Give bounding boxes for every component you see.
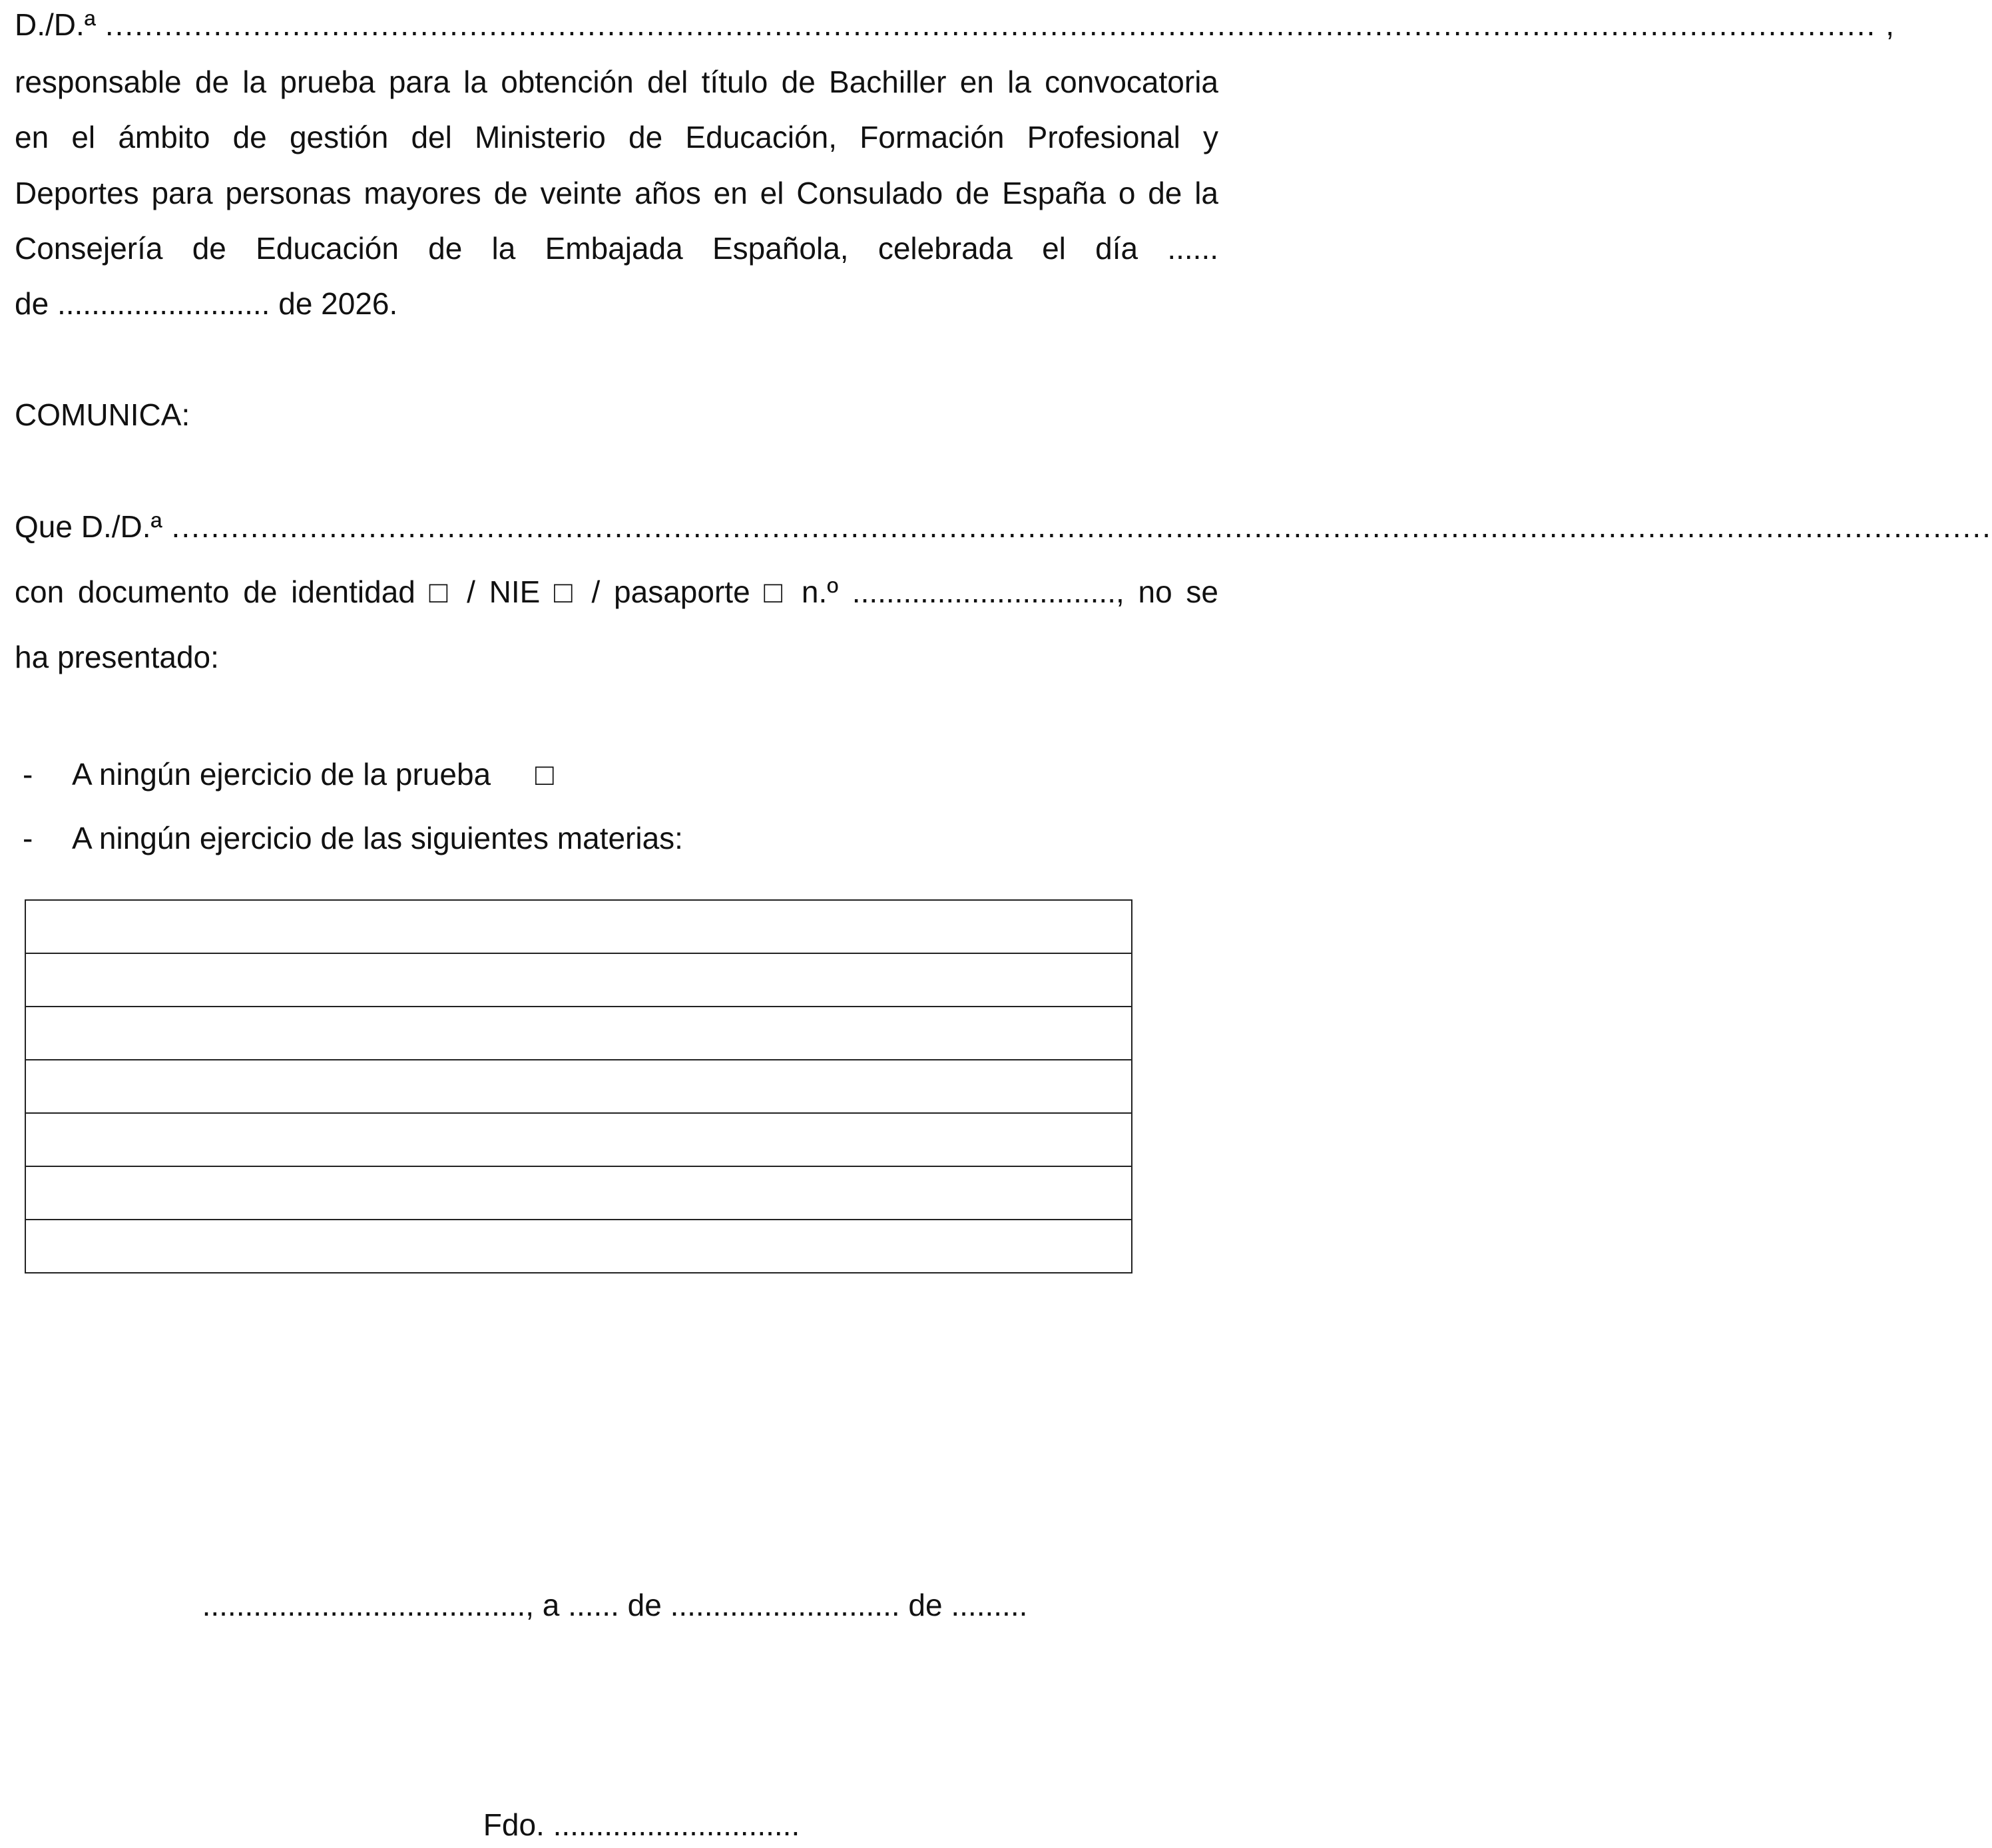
table-row — [25, 1220, 1132, 1273]
table-row — [25, 1113, 1132, 1166]
option-ningun-ejercicio-materias: A ningún ejercicio de las siguientes materias: — [72, 821, 683, 855]
responsable-title-label: D./D.ª — [15, 7, 96, 42]
ningun-ejercicio-checkbox[interactable]: □ — [535, 757, 554, 792]
materias-table — [25, 899, 1132, 1273]
candidate-name-field[interactable]: ......................................................................................................................................................................................... — [171, 509, 1992, 544]
table-row — [25, 900, 1132, 953]
materia-cell[interactable] — [25, 1060, 1132, 1113]
comma: , — [1885, 7, 1895, 42]
documento-line: con documento de identidad □ / NIE □ / pasaporte □ n.º ..............................., no se — [15, 575, 1218, 609]
responsable-name-field[interactable]: .................................................................................................................................................................................... — [105, 7, 1877, 42]
lugar-fecha-line[interactable]: ......................................, a ...... de ........................... de ......... — [202, 1588, 1028, 1622]
intro-line-4: Deportes para personas mayores de veinte años en el Consulado de España o de la — [15, 176, 1218, 210]
option-ningun-ejercicio-prueba: A ningún ejercicio de la prueba — [72, 757, 491, 792]
firma-line[interactable]: Fdo. ............................. — [483, 1807, 800, 1842]
responsable-name-line — [15, 7, 1895, 42]
table-row — [25, 1007, 1132, 1060]
table-row — [25, 953, 1132, 1007]
candidate-name-line — [15, 509, 1992, 544]
materia-cell[interactable] — [25, 900, 1132, 953]
materia-cell[interactable] — [25, 953, 1132, 1007]
materia-cell[interactable] — [25, 1166, 1132, 1220]
candidate-title-label: Que D./D.ª — [15, 509, 162, 544]
materia-cell[interactable] — [25, 1007, 1132, 1060]
table-row — [25, 1166, 1132, 1220]
intro-line-2: responsable de la prueba para la obtención del título de Bachiller en la convocatoria — [15, 65, 1218, 99]
intro-line-5: Consejería de Educación de la Embajada Española, celebrada el día ...... — [15, 231, 1218, 266]
materia-cell[interactable] — [25, 1113, 1132, 1166]
option-dash: - — [23, 821, 33, 855]
intro-line-3: en el ámbito de gestión del Ministerio de Educación, Formación Profesional y — [15, 120, 1218, 154]
materia-cell[interactable] — [25, 1220, 1132, 1273]
option-dash: - — [23, 757, 33, 792]
table-row — [25, 1060, 1132, 1113]
presentado-line: ha presentado: — [15, 640, 219, 674]
comunica-heading: COMUNICA: — [15, 397, 190, 432]
intro-line-6: de ......................... de 2026. — [15, 286, 398, 321]
